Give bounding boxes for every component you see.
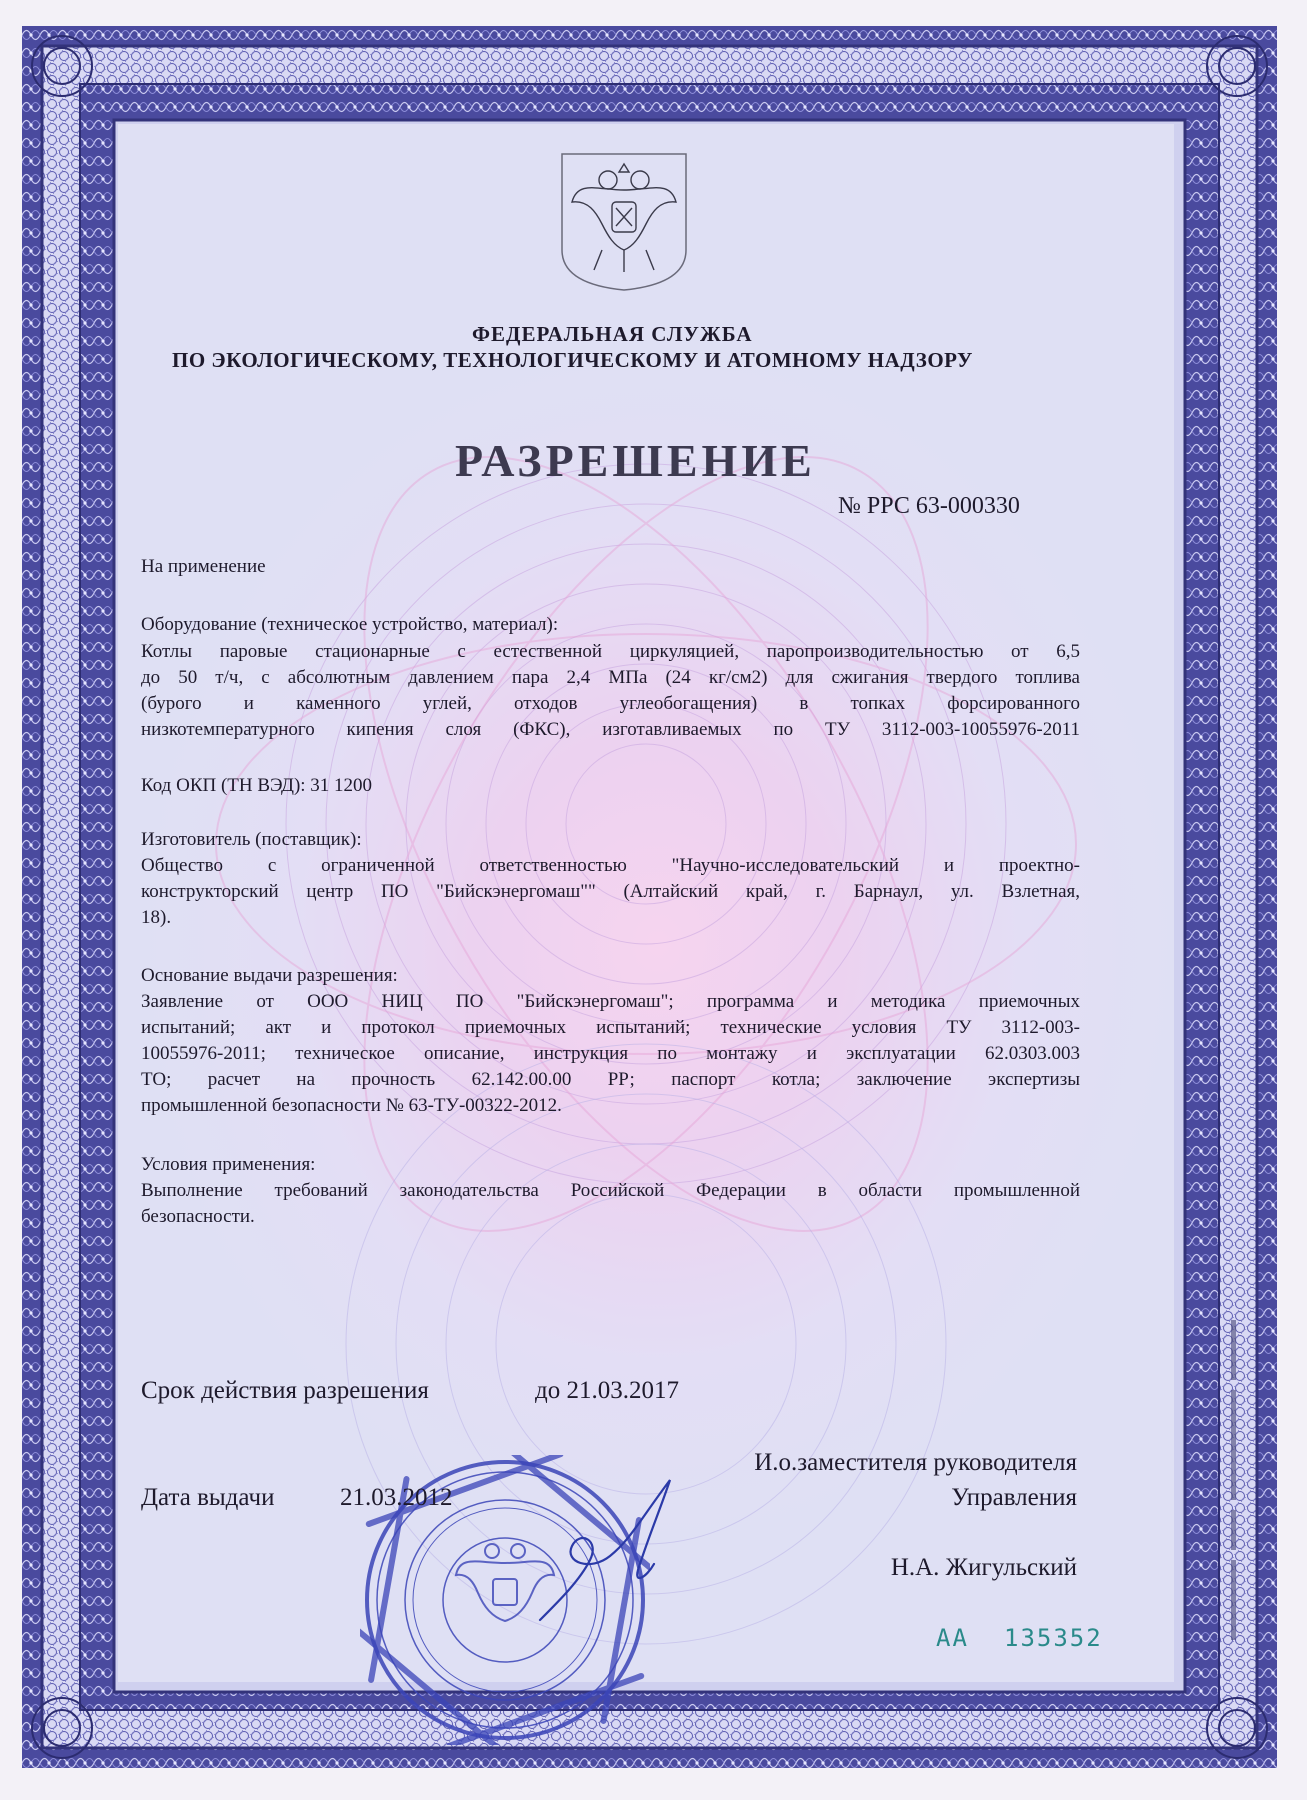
handwritten-signature [520, 1460, 720, 1630]
basis-line: испытаний; акт и протокол приемочных испытаний; технические условия ТУ 3112-003- [141, 1017, 1080, 1038]
validity-label: Срок действия разрешения [141, 1377, 429, 1404]
signatory-name: Н.А. Жигульский [890, 1554, 1077, 1581]
signatory-position: И.о.заместителя руководителя [754, 1449, 1077, 1476]
form-serial-number: 135352 [1004, 1624, 1103, 1652]
equipment-line: до 50 т/ч, с абсолютным давлением пара 2,4 МПа (24 кг/см2) для сжигания твердого топлива [141, 667, 1080, 688]
basis-line: Заявление от ООО НИЦ ПО "Бийскэнергомаш"; программа и методика приемочных [141, 991, 1080, 1012]
coat-of-arms-icon [558, 150, 690, 292]
manufacturer-line: Общество с ограниченной ответственностью "Научно-исследовательский и проектно- [141, 855, 1080, 876]
purpose-text: На применение [141, 556, 266, 577]
validity-value: до 21.03.2017 [535, 1377, 679, 1404]
equipment-line: низкотемпературного кипения слоя (ФКС), изготавливаемых по ТУ 3112-003-10055976-2011 [141, 719, 1080, 740]
equipment-line: Котлы паровые стационарные с естественной циркуляцией, паропроизводительностью от 6,5 [141, 641, 1080, 662]
basis-line: ТО; расчет на прочность 62.142.00.00 РР; паспорт котла; заключение экспертизы [141, 1069, 1080, 1090]
manufacturer-label: Изготовитель (поставщик): [141, 829, 362, 850]
permit-number: № РРС 63-000330 [838, 493, 1020, 519]
conditions-line: безопасности. [141, 1206, 255, 1227]
document-title: РАЗРЕШЕНИЕ [455, 435, 816, 486]
issue-date-label: Дата выдачи [141, 1484, 275, 1511]
okp-code: Код ОКП (ТН ВЭД): 31 1200 [141, 775, 373, 796]
manufacturer-line: конструкторский центр ПО "Бийскэнергомаш"" (Алтайский край, г. Барнаул, ул. Взлетная, [141, 881, 1080, 902]
form-series: АА [936, 1624, 969, 1652]
manufacturer-line: 18). [141, 907, 172, 928]
equipment-label: Оборудование (техническое устройство, материал): [141, 614, 559, 635]
printer-side-mark [1222, 1310, 1246, 1660]
basis-label: Основание выдачи разрешения: [141, 965, 398, 986]
conditions-line: Выполнение требований законодательства Российской Федерации в области промышленной [141, 1180, 1080, 1201]
signatory-position: Управления [951, 1484, 1077, 1511]
agency-name-line1: ФЕДЕРАЛЬНАЯ СЛУЖБА [472, 322, 753, 346]
basis-line: промышленной безопасности № 63-ТУ-00322-2012. [141, 1095, 562, 1116]
equipment-line: (бурого и каменного углей, отходов углеобогащения) в топках форсированного [141, 693, 1080, 714]
issue-date-value: 21.03.2012 [340, 1484, 453, 1511]
basis-line: 10055976-2011; техническое описание, инструкция по монтажу и эксплуатации 62.0303.003 [141, 1043, 1080, 1064]
conditions-label: Условия применения: [141, 1154, 316, 1175]
agency-name-line2: ПО ЭКОЛОГИЧЕСКОМУ, ТЕХНОЛОГИЧЕСКОМУ И АТОМНОМУ НАДЗОРУ [172, 348, 973, 372]
